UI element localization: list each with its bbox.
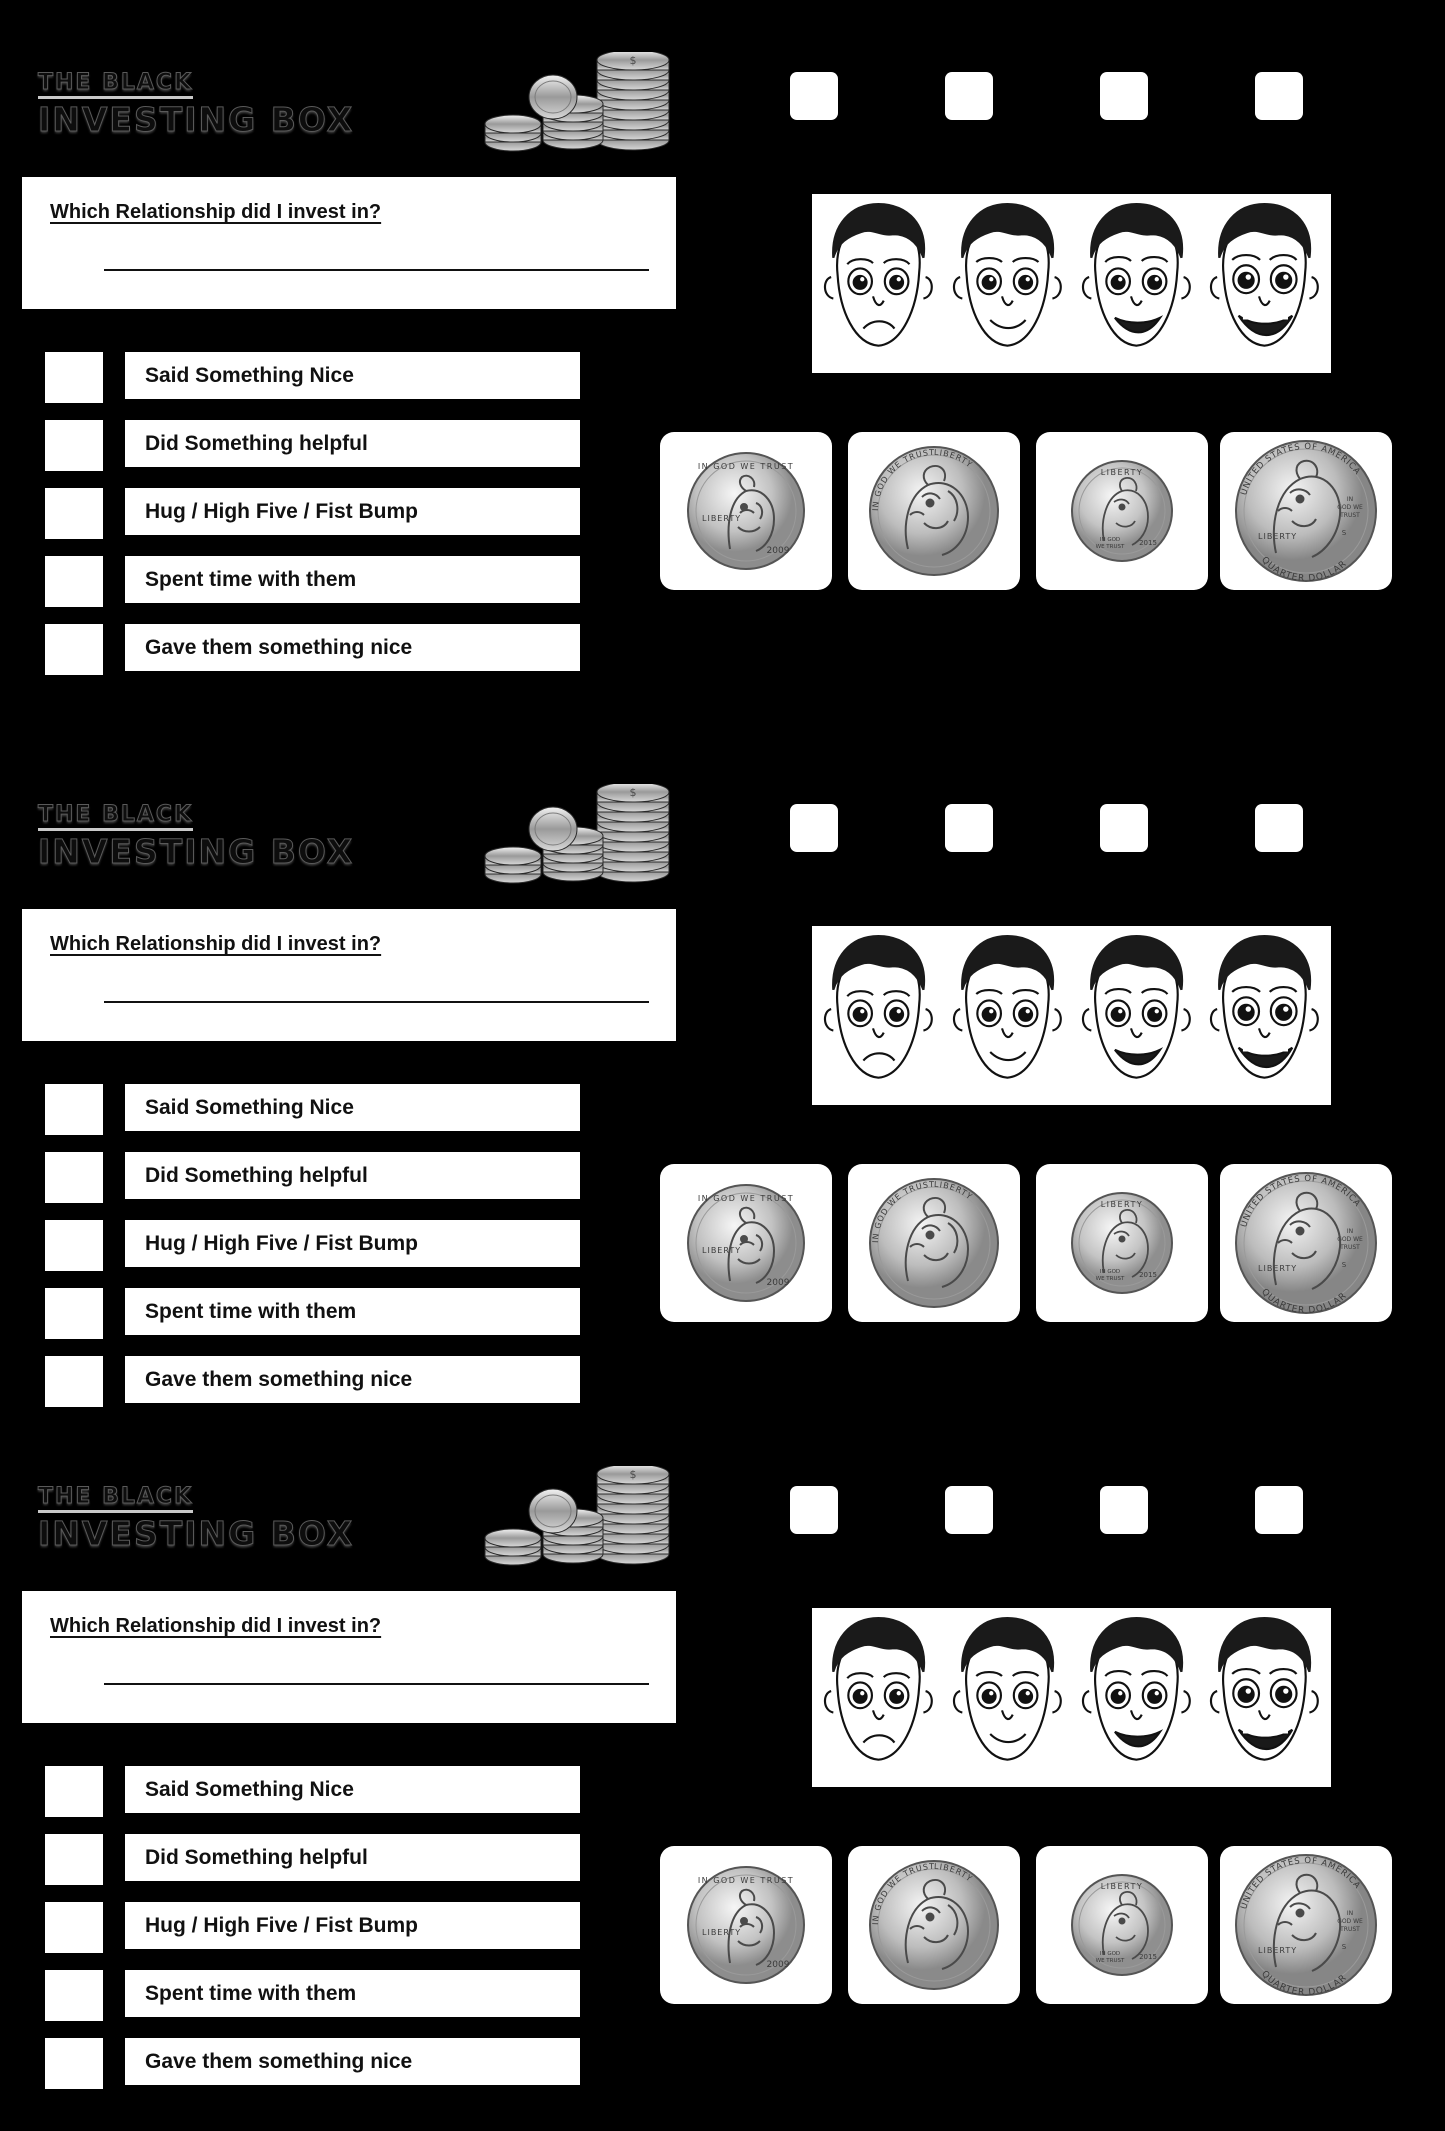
sad-face[interactable] [814, 1610, 943, 1785]
svg-text:2009: 2009 [766, 1278, 790, 1288]
quarter-card[interactable] [1220, 432, 1392, 590]
checkbox-did-something-helpful[interactable] [45, 1152, 103, 1203]
checkbox-said-something-nice[interactable] [45, 1766, 103, 1817]
checklist-label: Hug / High Five / Fist Bump [125, 1902, 580, 1949]
svg-text:WE TRUST: WE TRUST [1095, 1958, 1125, 1964]
checklist-row [45, 1084, 605, 1131]
very-happy-face[interactable] [1200, 928, 1329, 1103]
svg-text:IN GOD WE TRUST: IN GOD WE TRUST [870, 1179, 936, 1244]
svg-text:2015: 2015 [1139, 1271, 1157, 1279]
worksheet-panel [0, 1436, 1445, 2126]
worksheet-title [38, 70, 458, 139]
checkbox-hug-high-five-fist-bump[interactable] [45, 488, 103, 539]
checklist-label: Gave them something nice [125, 2038, 580, 2085]
svg-text:S: S [1341, 1943, 1347, 1951]
svg-text:UNITED STATES OF AMERICA: UNITED STATES OF AMERICA [1239, 441, 1363, 497]
question-card [22, 1591, 676, 1723]
svg-text:$: $ [629, 786, 637, 799]
checklist [45, 1084, 605, 1424]
checklist-row [45, 420, 605, 467]
worksheet-panel [0, 22, 1445, 712]
checklist-label: Spent time with them [125, 556, 580, 603]
nickel-card[interactable] [848, 1846, 1020, 2004]
happy-face[interactable] [1072, 1610, 1201, 1785]
nickel-card[interactable] [848, 432, 1020, 590]
dime-card[interactable] [1036, 432, 1208, 590]
checklist [45, 1766, 605, 2106]
answer-input-line[interactable] [104, 1001, 649, 1003]
svg-text:2009: 2009 [766, 1960, 790, 1970]
checklist-row [45, 352, 605, 399]
quarter-card[interactable] [1220, 1846, 1392, 2004]
svg-text:LIBERTY: LIBERTY [933, 1179, 975, 1202]
svg-text:LIBERTY: LIBERTY [1100, 1200, 1144, 1209]
svg-text:GOD WE: GOD WE [1337, 1918, 1363, 1925]
checklist-label: Said Something Nice [125, 1766, 580, 1813]
svg-text:IN GOD WE TRUST: IN GOD WE TRUST [697, 1194, 795, 1203]
checklist-label: Said Something Nice [125, 1084, 580, 1131]
title-line-top: THE BLACK [38, 804, 193, 831]
checklist-row [45, 1970, 605, 2017]
svg-text:LIBERTY: LIBERTY [1258, 532, 1298, 541]
svg-text:$: $ [629, 1468, 637, 1481]
svg-text:LIBERTY: LIBERTY [933, 1861, 975, 1884]
svg-text:WE TRUST: WE TRUST [1095, 544, 1125, 550]
checklist-label: Spent time with them [125, 1288, 580, 1335]
question-label: Which Relationship did I invest in? [50, 201, 382, 223]
checkbox-gave-them-something-nice[interactable] [45, 624, 103, 675]
checklist-label: Did Something helpful [125, 1834, 580, 1881]
checklist-row [45, 1834, 605, 1881]
answer-input-line[interactable] [104, 1683, 649, 1685]
rating-squares-row [790, 804, 1390, 856]
checklist-label: Hug / High Five / Fist Bump [125, 1220, 580, 1267]
svg-text:LIBERTY: LIBERTY [702, 1928, 742, 1937]
checklist-label: Hug / High Five / Fist Bump [125, 488, 580, 535]
checkbox-did-something-helpful[interactable] [45, 420, 103, 471]
checkbox-spent-time-with-them[interactable] [45, 1288, 103, 1339]
penny-card[interactable] [660, 432, 832, 590]
very-happy-face[interactable] [1200, 1610, 1329, 1785]
title-line-top: THE BLACK [38, 1486, 193, 1513]
svg-text:IN GOD WE TRUST: IN GOD WE TRUST [697, 1876, 795, 1885]
checklist-label: Gave them something nice [125, 1356, 580, 1403]
checklist-row [45, 556, 605, 603]
penny-card[interactable] [660, 1846, 832, 2004]
title-line-main: INVESTING BOX [38, 832, 355, 871]
checklist-row [45, 2038, 605, 2085]
rating-square-3[interactable] [1100, 804, 1148, 852]
checkbox-did-something-helpful[interactable] [45, 1834, 103, 1885]
svg-text:LIBERTY: LIBERTY [702, 514, 742, 523]
svg-text:LIBERTY: LIBERTY [933, 447, 975, 470]
answer-input-line[interactable] [104, 269, 649, 271]
checkbox-spent-time-with-them[interactable] [45, 1970, 103, 2021]
checklist-row [45, 1152, 605, 1199]
neutral-face[interactable] [943, 1610, 1072, 1785]
svg-text:QUARTER DOLLAR: QUARTER DOLLAR [1259, 1287, 1350, 1317]
title-line-top: THE BLACK [38, 72, 193, 99]
happy-face[interactable] [1072, 196, 1201, 371]
svg-text:IN GOD WE TRUST: IN GOD WE TRUST [870, 1861, 936, 1926]
nickel-card[interactable] [848, 1164, 1020, 1322]
faces-strip [812, 194, 1331, 373]
svg-text:UNITED STATES OF AMERICA: UNITED STATES OF AMERICA [1239, 1173, 1363, 1229]
svg-text:WE TRUST: WE TRUST [1095, 1276, 1125, 1282]
svg-text:IN GOD: IN GOD [1099, 537, 1121, 543]
checklist-row [45, 488, 605, 535]
rating-square-4[interactable] [1255, 1486, 1303, 1534]
checklist-label: Gave them something nice [125, 624, 580, 671]
question-label: Which Relationship did I invest in? [50, 933, 382, 955]
rating-square-1[interactable] [790, 804, 838, 852]
svg-text:LIBERTY: LIBERTY [1100, 468, 1144, 477]
svg-text:LIBERTY: LIBERTY [1258, 1264, 1298, 1273]
svg-text:2015: 2015 [1139, 539, 1157, 547]
title-line-main: INVESTING BOX [38, 1514, 355, 1553]
svg-text:2009: 2009 [766, 546, 790, 556]
sad-face[interactable] [814, 196, 943, 371]
checklist-label: Did Something helpful [125, 1152, 580, 1199]
happy-face[interactable] [1072, 928, 1201, 1103]
question-card [22, 177, 676, 309]
rating-square-4[interactable] [1255, 72, 1303, 120]
checklist-row [45, 624, 605, 671]
checklist-label: Said Something Nice [125, 352, 580, 399]
checklist-row [45, 1902, 605, 1949]
svg-text:IN GOD WE TRUST: IN GOD WE TRUST [697, 462, 795, 471]
neutral-face[interactable] [943, 928, 1072, 1103]
rating-square-1[interactable] [790, 1486, 838, 1534]
svg-text:IN: IN [1346, 1228, 1354, 1235]
svg-text:TRUST: TRUST [1340, 1244, 1360, 1251]
rating-squares-row [790, 72, 1390, 124]
checkbox-gave-them-something-nice[interactable] [45, 1356, 103, 1407]
svg-text:LIBERTY: LIBERTY [1100, 1882, 1144, 1891]
checkbox-said-something-nice[interactable] [45, 1084, 103, 1135]
svg-text:2015: 2015 [1139, 1953, 1157, 1961]
checkbox-gave-them-something-nice[interactable] [45, 2038, 103, 2089]
svg-text:S: S [1341, 529, 1347, 537]
rating-square-2[interactable] [945, 1486, 993, 1534]
checklist-label: Did Something helpful [125, 420, 580, 467]
question-label: Which Relationship did I invest in? [50, 1615, 382, 1637]
svg-text:IN: IN [1346, 1910, 1354, 1917]
worksheet-panel [0, 754, 1445, 1444]
svg-text:$: $ [629, 54, 637, 67]
checklist-row [45, 1288, 605, 1335]
coin-stack-icon [465, 52, 680, 152]
checkbox-hug-high-five-fist-bump[interactable] [45, 1902, 103, 1953]
coin-stack-icon [465, 784, 680, 884]
worksheet-title [38, 802, 458, 871]
checklist-row [45, 1220, 605, 1267]
svg-text:TRUST: TRUST [1340, 1926, 1360, 1933]
coins-row [660, 432, 1400, 592]
checkbox-said-something-nice[interactable] [45, 352, 103, 403]
svg-text:QUARTER DOLLAR: QUARTER DOLLAR [1259, 1969, 1350, 1999]
penny-card[interactable] [660, 1164, 832, 1322]
coins-row [660, 1164, 1400, 1324]
neutral-face[interactable] [943, 196, 1072, 371]
svg-text:GOD WE: GOD WE [1337, 1236, 1363, 1243]
svg-text:IN GOD WE TRUST: IN GOD WE TRUST [870, 447, 936, 512]
checklist [45, 352, 605, 692]
svg-text:TRUST: TRUST [1340, 512, 1360, 519]
dime-card[interactable] [1036, 1164, 1208, 1322]
checklist-row [45, 1766, 605, 1813]
rating-square-4[interactable] [1255, 804, 1303, 852]
rating-square-2[interactable] [945, 72, 993, 120]
worksheet-title [38, 1484, 458, 1553]
faces-strip [812, 926, 1331, 1105]
svg-text:LIBERTY: LIBERTY [702, 1246, 742, 1255]
coins-row [660, 1846, 1400, 2006]
quarter-card[interactable] [1220, 1164, 1392, 1322]
question-card [22, 909, 676, 1041]
svg-text:LIBERTY: LIBERTY [1258, 1946, 1298, 1955]
coin-stack-icon [465, 1466, 680, 1566]
rating-square-1[interactable] [790, 72, 838, 120]
checkbox-hug-high-five-fist-bump[interactable] [45, 1220, 103, 1271]
svg-text:GOD WE: GOD WE [1337, 504, 1363, 511]
checkbox-spent-time-with-them[interactable] [45, 556, 103, 607]
title-line-main: INVESTING BOX [38, 100, 355, 139]
sad-face[interactable] [814, 928, 943, 1103]
checklist-label: Spent time with them [125, 1970, 580, 2017]
svg-text:S: S [1341, 1261, 1347, 1269]
svg-text:UNITED STATES OF AMERICA: UNITED STATES OF AMERICA [1239, 1855, 1363, 1911]
faces-strip [812, 1608, 1331, 1787]
svg-text:IN GOD: IN GOD [1099, 1269, 1121, 1275]
very-happy-face[interactable] [1200, 196, 1329, 371]
rating-square-2[interactable] [945, 804, 993, 852]
svg-text:IN: IN [1346, 496, 1354, 503]
dime-card[interactable] [1036, 1846, 1208, 2004]
checklist-row [45, 1356, 605, 1403]
rating-squares-row [790, 1486, 1390, 1538]
svg-text:QUARTER DOLLAR: QUARTER DOLLAR [1259, 555, 1350, 585]
svg-text:IN GOD: IN GOD [1099, 1951, 1121, 1957]
rating-square-3[interactable] [1100, 72, 1148, 120]
rating-square-3[interactable] [1100, 1486, 1148, 1534]
